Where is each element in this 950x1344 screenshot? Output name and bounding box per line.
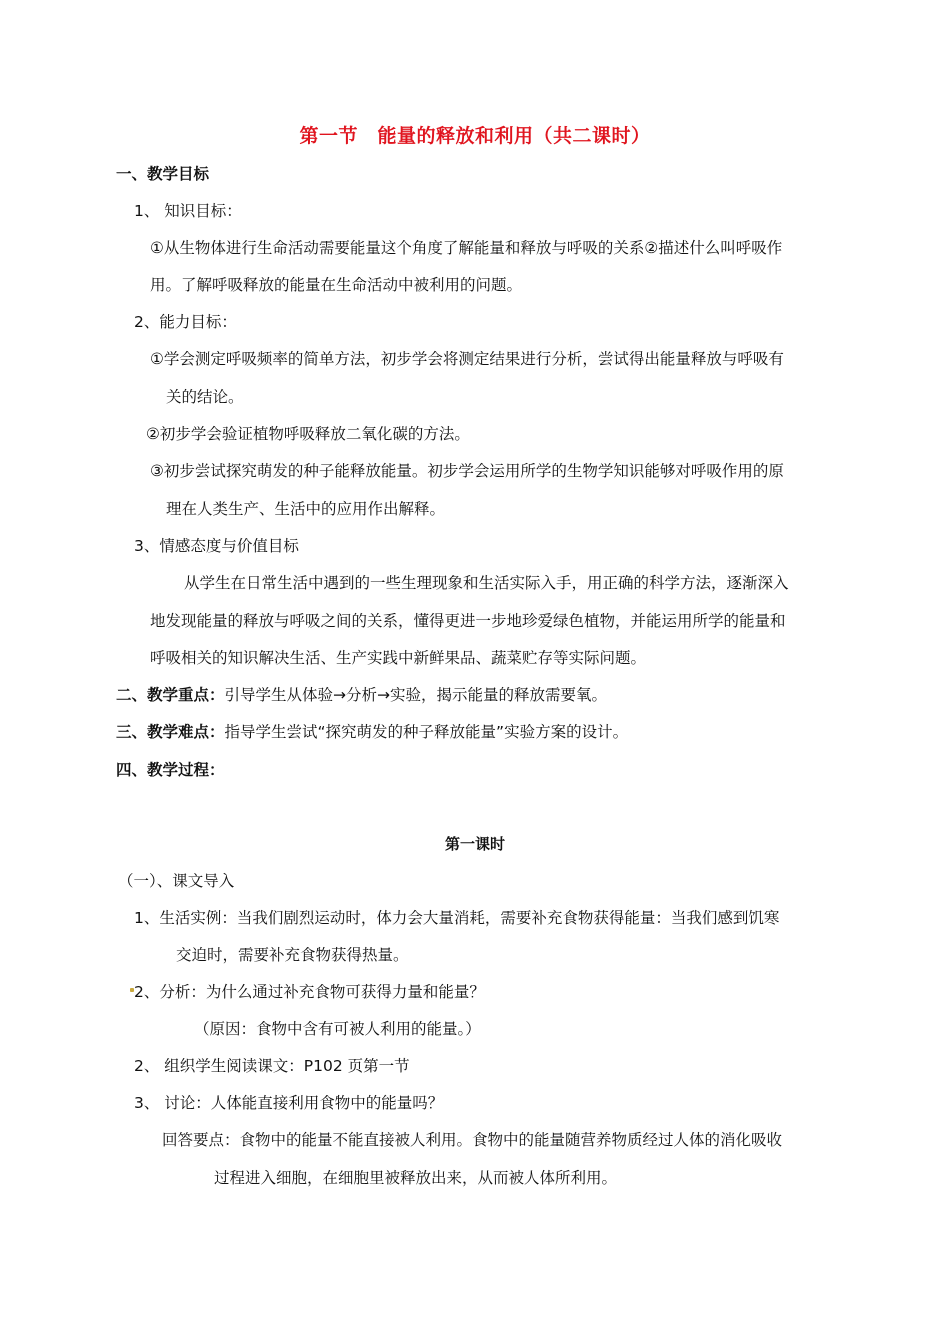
document-title: 第一节 能量的释放和利用（共二课时） [299, 125, 651, 147]
knowledge-goal-text-line: 用。了解呼吸释放的能量在生命活动中被利用的问题。 [150, 276, 523, 294]
lesson-title: 第一课时 [444, 835, 505, 853]
ability-goal-text-line: ①学会测定呼吸频率的简单方法，初步学会将测定结果进行分析，尝试得出能量释放与呼吸有 [150, 350, 784, 368]
ability-goal-text-line: 理在人类生产、生活中的应用作出解释。 [166, 500, 446, 518]
section-heading-process: 四、教学过程： [116, 761, 225, 779]
intro-item-text-line: 1、生活实例：当我们剧烈运动时，体力会大量消耗，需要补充食物获得能量：当我们感到饥寒 [134, 909, 780, 927]
attitude-goal-text-line: 地发现能量的释放与呼吸之间的关系，懂得更进一步地珍爱绿色植物，并能运用所学的能量和 [150, 612, 786, 630]
answer-text-line: 过程进入细胞，在细胞里被释放出来，从而被人体所利用。 [214, 1169, 618, 1187]
difficulties-row [116, 722, 628, 742]
knowledge-goal-label: 1、 知识目标： [134, 202, 242, 220]
ability-goal-label: 2、能力目标： [134, 313, 237, 331]
ability-goal-text-line: 关的结论。 [166, 388, 244, 406]
discussion-item: 3、 讨论：人体能直接利用食物中的能量吗？ [134, 1094, 444, 1112]
section-heading-key-points: 二、教学重点： [116, 686, 225, 704]
key-points-row [116, 685, 607, 705]
analysis-reason: （原因：食物中含有可被人利用的能量。） [194, 1020, 481, 1038]
reading-item: 2、 组织学生阅读课文：P102 页第一节 [134, 1057, 410, 1075]
intro-item-text-line: 交迫时，需要补充食物获得热量。 [176, 946, 409, 964]
intro-heading: （一）、课文导入 [118, 872, 235, 890]
knowledge-goal-text-line: ①从生物体进行生命活动需要能量这个角度了解能量和释放与呼吸的关系②描述什么叫呼吸作 [150, 239, 783, 257]
answer-text-line: 回答要点：食物中的能量不能直接被人利用。食物中的能量随营养物质经过人体的消化吸收 [162, 1131, 783, 1149]
analysis-item: 2、分析：为什么通过补充食物可获得力量和能量？ [134, 983, 485, 1001]
key-points-text: 引导学生从体验→分析→实验，揭示能量的释放需要氧。 [224, 686, 607, 704]
ability-goal-text-line: ③初步尝试探究萌发的种子能释放能量。初步学会运用所学的生物学知识能够对呼吸作用的原 [150, 462, 784, 480]
attitude-goal-text-line: 呼吸相关的知识解决生活、生产实践中新鲜果品、蔬菜贮存等实际问题。 [150, 649, 647, 667]
attitude-goal-text-line: 从学生在日常生活中遇到的一些生理现象和生活实际入手，用正确的科学方法，逐渐深入 [184, 574, 789, 592]
attitude-goal-label: 3、情感态度与价值目标 [134, 537, 299, 555]
section-heading-difficulties: 三、教学难点： [116, 723, 225, 741]
ability-goal-text-line: ②初步学会验证植物呼吸释放二氧化碳的方法。 [146, 425, 470, 443]
difficulties-text: 指导学生尝试“探究萌发的种子释放能量”实验方案的设计。 [224, 723, 629, 741]
section-heading-objectives: 一、教学目标 [116, 165, 210, 183]
